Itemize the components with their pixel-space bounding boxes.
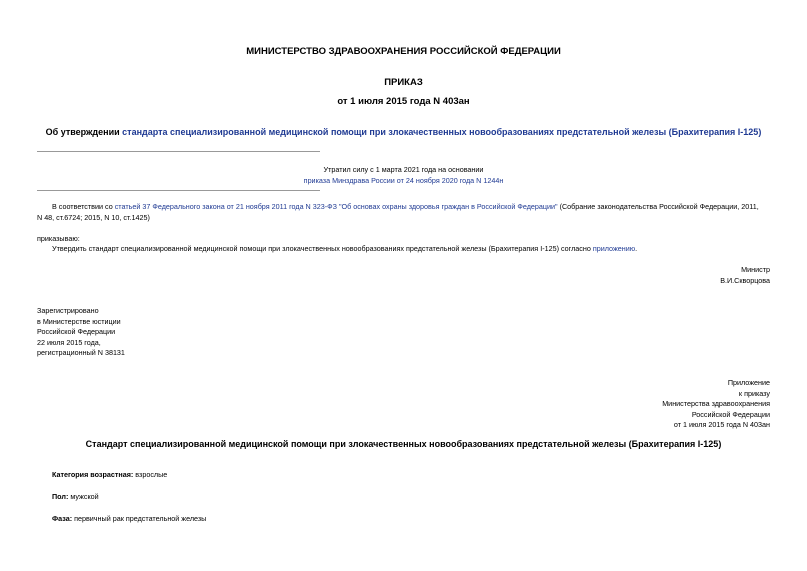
field-phase — [52, 514, 206, 525]
field-value: первичный рак предстательной железы — [72, 514, 207, 523]
field-sex — [52, 492, 99, 503]
preamble-line-1 — [37, 202, 772, 213]
order-title-link[interactable]: стандарта специализированной медицинской помощи при злокачественных новообразованиях предстательной железы (Брахитерапия I-125) — [122, 127, 762, 137]
field-age-category — [52, 470, 167, 481]
order-type-heading: ПРИКАЗ — [384, 77, 423, 88]
appendix-block — [662, 378, 770, 431]
registration-line: Зарегистрировано — [37, 306, 99, 315]
field-label: Фаза: — [52, 514, 73, 523]
prikazyvayu: приказываю: — [37, 234, 80, 243]
appendix-line: от 1 июля 2015 года N 403ан — [673, 420, 770, 429]
appendix-line: Приложение — [727, 378, 770, 387]
preamble-text-1: В соответствии со — [52, 202, 115, 211]
field-value: взрослые — [133, 470, 168, 479]
preamble-line-2: N 48, ст.6724; 2015, N 10, ст.1425) — [37, 212, 150, 222]
approve-paragraph — [52, 244, 637, 255]
validity-note — [0, 165, 807, 186]
appendix-line: Министерства здравоохранения — [662, 399, 770, 408]
appendix-line: Российской Федерации — [691, 409, 770, 419]
ministry-heading: МИНИСТЕРСТВО ЗДРАВООХРАНЕНИЯ РОССИЙСКОЙ ФЕДЕРАЦИИ — [246, 46, 561, 57]
signature-name: В.И.Скворцова — [720, 275, 770, 285]
registration-line: регистрационный N 38131 — [37, 348, 125, 357]
preamble-law-link[interactable]: статьей 37 Федерального закона от 21 ноября 2011 года N 323-ФЗ — [114, 202, 337, 211]
preamble-text-3: (Собрание законодательства Российской Федерации, 2011, — [557, 202, 759, 211]
appendix-line: к приказу — [738, 388, 770, 398]
field-label: Категория возрастная: — [52, 470, 134, 479]
divider-top — [37, 151, 320, 152]
registration-block — [37, 306, 125, 359]
signature-block — [720, 265, 770, 286]
approve-text: Утвердить стандарт специализированной медицинской помощи при злокачественных новообразованиях предстательной железы (Брахитерапия I-125) согласно — [52, 244, 593, 253]
validity-line: Утратил силу с 1 марта 2021 года на основании — [323, 165, 484, 174]
standard-title: Стандарт специализированной медицинской помощи при злокачественных новообразованиях предстательной железы (Брахитерапия I-125) — [85, 439, 722, 449]
order-title — [0, 127, 807, 137]
approve-end: . — [635, 244, 638, 253]
order-title-prefix: Об утверждении — [45, 127, 123, 137]
order-date-heading: от 1 июля 2015 года N 403ан — [337, 96, 470, 107]
validity-link[interactable]: приказа Минздрава России от 24 ноября 2020 года N 1244н — [303, 175, 504, 185]
signature-role: Министр — [741, 265, 770, 274]
preamble — [37, 202, 772, 223]
preamble-law-title-link[interactable]: "Об основах охраны здоровья граждан в Российской Федерации" — [338, 202, 558, 211]
divider-bottom — [37, 190, 320, 191]
field-label: Пол: — [52, 492, 69, 501]
appendix-link[interactable]: приложению — [592, 244, 636, 253]
registration-line: 22 июля 2015 года, — [37, 337, 101, 347]
registration-line: в Министерстве юстиции — [37, 316, 121, 326]
registration-line: Российской Федерации — [37, 327, 116, 336]
field-value: мужской — [68, 492, 99, 501]
